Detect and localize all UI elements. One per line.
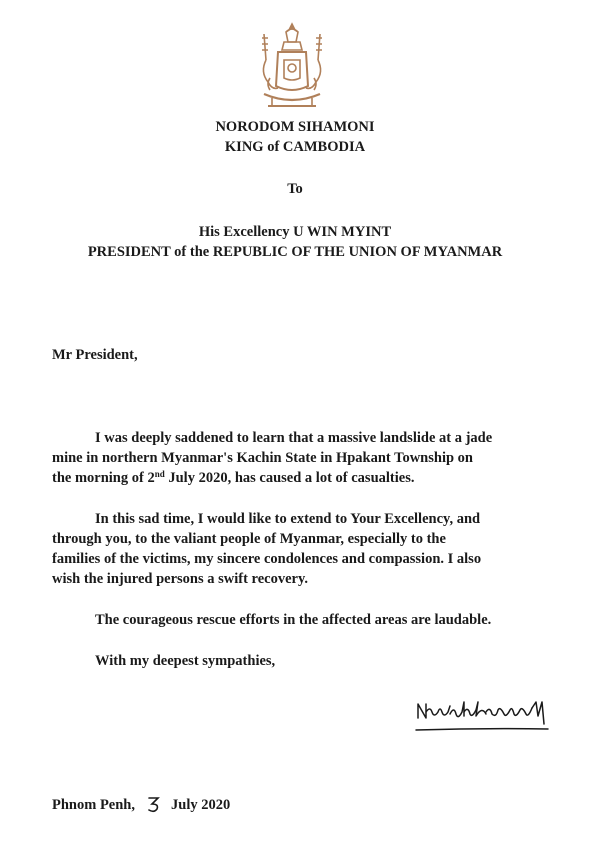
recipient-title: PRESIDENT of the REPUBLIC OF THE UNION OF MYANMAR	[87, 244, 503, 260]
sender-title: KING of CAMBODIA	[224, 139, 366, 155]
paragraph-3	[52, 610, 552, 630]
p1-line-2: mine in northern Myanmar's Kachin State in Hpakant Township on	[52, 450, 473, 466]
place-and-date	[52, 795, 230, 815]
p2-line-2: through you, to the valiant people of Myanmar, especially to the	[52, 531, 446, 547]
month-year: July 2020	[171, 797, 231, 813]
p1-line-1: I was deeply saddened to learn that a massive landslide at a jade	[95, 430, 493, 446]
sender-block	[0, 117, 590, 157]
handwritten-signature-icon	[412, 694, 552, 740]
p2-line-1: In this sad time, I would like to extend to Your Excellency, and	[95, 511, 481, 527]
handwritten-day-icon	[145, 795, 163, 813]
place: Phnom Penh,	[52, 797, 135, 813]
recipient-block	[0, 222, 590, 262]
royal-coat-of-arms-icon	[250, 20, 334, 112]
p1-ordinal-suffix: nd	[154, 469, 165, 479]
p2-line-3: families of the victims, my sincere condolences and compassion. I also	[52, 551, 482, 567]
p2-line-4: wish the injured persons a swift recovery.	[52, 571, 309, 587]
p1-line-3-pre: the morning of 2	[52, 470, 155, 486]
to-label: To	[287, 181, 303, 197]
closing-text: With my deepest sympathies,	[95, 653, 276, 669]
closing	[52, 651, 552, 671]
p3-text: The courageous rescue efforts in the affected areas are laudable.	[95, 612, 492, 628]
paragraph-1	[52, 428, 552, 488]
salutation: Mr President,	[52, 347, 138, 363]
sender-name: NORODOM SIHAMONI	[215, 119, 375, 135]
recipient-name: His Excellency U WIN MYINT	[198, 224, 392, 240]
paragraph-2	[52, 509, 552, 589]
p1-line-3-post: July 2020, has caused a lot of casualties.	[164, 470, 415, 486]
